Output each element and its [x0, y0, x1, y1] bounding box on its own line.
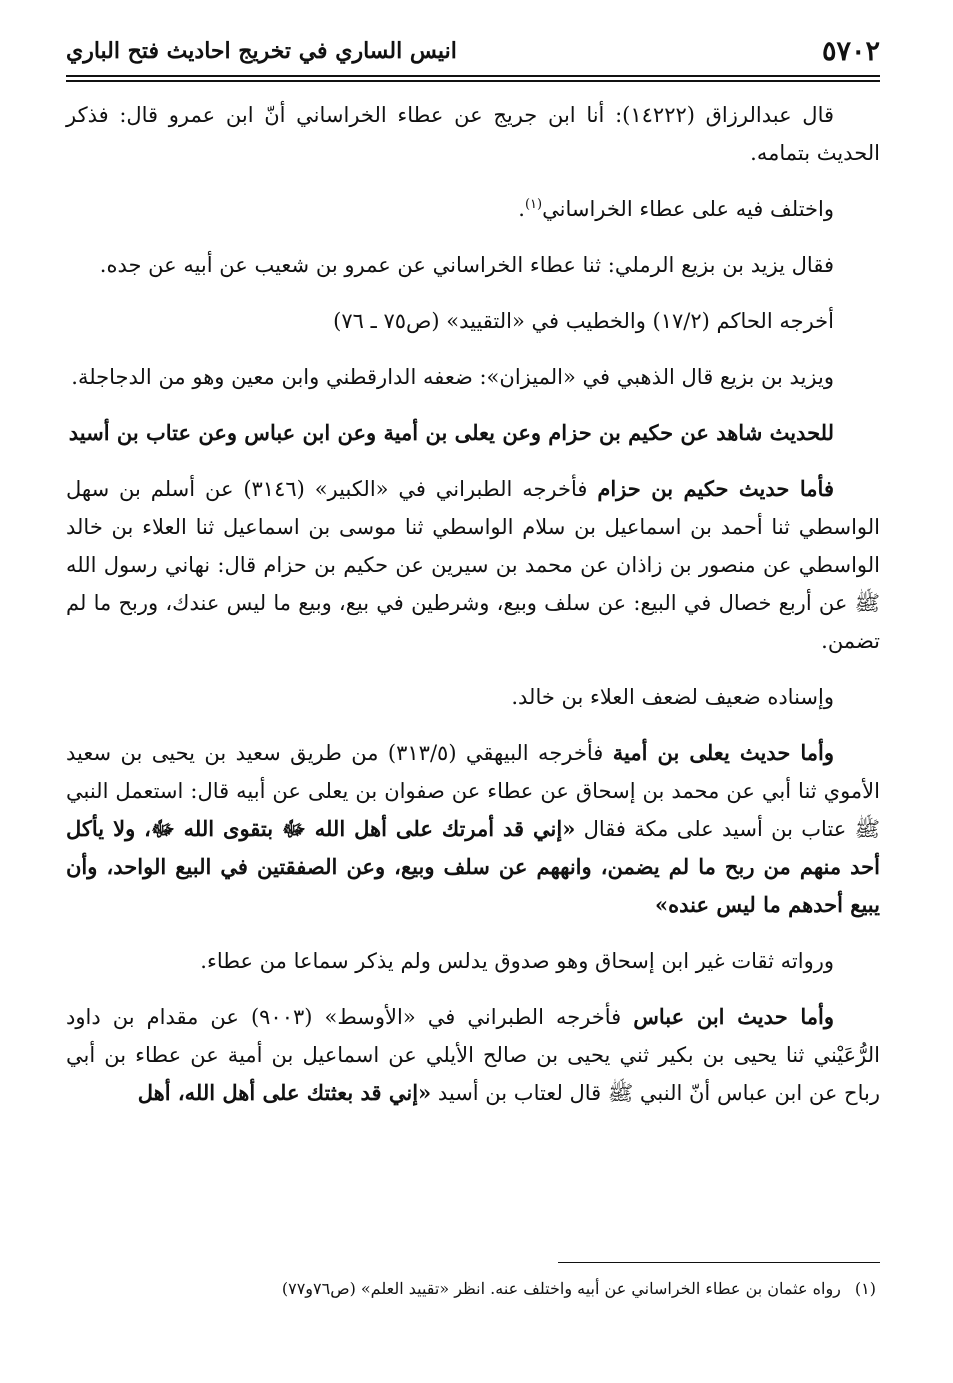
footnote-number: (١) — [854, 1279, 876, 1298]
main-text — [66, 96, 880, 1130]
paragraph-ikhtilaf — [66, 190, 880, 228]
yala-lead: وأما حديث يعلى بن أمية — [612, 740, 834, 765]
paragraph-abdulrazzaq: قال عبدالرزاق (١٤٢٢٢): أنا ابن جريج عن عطاء الخراساني أنّ ابن عمرو قال: فذكر الحديث بتمامه. — [66, 103, 880, 165]
hakim-rest: فأخرجه الطبراني في «الكبير» (٣١٤٦) عن أسلم بن سهل الواسطي ثنا أحمد بن اسماعيل بن سلام الواسطي ثنا موسى بن اسماعيل ثنا العلاء بن خالد الواسطي عن منصور بن زاذان عن محمد بن سيرين عن حكيم بن حزام قال: نهاني رسول الله ﷺ عن أربع خصال في البيع: عن سلف وبيع، وشرطين في بيع، وبيع ما ليس عندك، وربح ما لم تضمن. — [66, 477, 880, 653]
footnote-ref[interactable]: (١) — [524, 197, 543, 212]
paragraph-hakim-takhrij: أخرجه الحاكم (١٧/٢) والخطيب في «التقييد» (ص٧٥ ـ ٧٦) — [333, 309, 834, 333]
ibn-abbas-rest: فأخرجه الطبراني في «الأوسط» (٩٠٠٣) عن مقدام بن داود الرُّعَيْني ثنا يحيى بن بكير ثني يحيى بن صالح الأيلي عن اسماعيل بن أمية عن عطاء بن أبي رباح عن ابن عباس أنّ النبي ﷺ قال لعتاب بن أسيد — [66, 1005, 880, 1105]
yala-rest: فأخرجه البيهقي (٣١٣/٥) من طريق سعيد بن يحيى بن سعيد الأموي ثنا أبي عن محمد بن إسحاق عن عطاء عن صفوان بن يعلى عن أبيه قال: استعمل النبي ﷺ عتاب بن أسيد على مكة فقال — [66, 741, 880, 841]
ikhtilaf-tail: . — [518, 197, 525, 221]
header-rule-inner — [66, 80, 880, 82]
footnote-separator — [558, 1262, 880, 1263]
footnote — [66, 1276, 876, 1302]
paragraph-hakim-hadith — [66, 470, 880, 660]
paragraph-yazid: فقال يزيد بن بزيع الرملي: ثنا عطاء الخراساني عن عمرو بن شعيب عن أبيه عن جده. — [99, 253, 834, 277]
running-header — [66, 30, 880, 70]
paragraph-isnad-daif: وإسناده ضعيف لضعف العلاء بن خالد. — [511, 685, 834, 709]
running-title: انيس الساري في تخريج احاديث فتح الباري — [66, 38, 457, 64]
footnote-text: رواه عثمان بن عطاء الخراساني عن أبيه واختلف عنه. انظر «تقييد العلم» (ص٧٦و٧٧) — [281, 1279, 841, 1298]
paragraph-dhahabi: ويزيد بن بزيع قال الذهبي في «الميزان»: ضعفه الدارقطني وابن معين وهو من الدجاجلة. — [71, 365, 834, 389]
paragraph-shawahid: للحديث شاهد عن حكيم بن حزام وعن يعلى بن أمية وعن ابن عباس وعن عتاب بن أسيد — [68, 420, 834, 445]
paragraph-ibn-abbas-hadith — [66, 998, 880, 1112]
ibn-abbas-quote: «إني قد بعثتك على أهل الله، أهل — [137, 1080, 432, 1105]
ibn-abbas-lead: وأما حديث ابن عباس — [633, 1004, 834, 1029]
paragraph-yala-hadith — [66, 734, 880, 924]
page-number: ٥٧٠٢ — [821, 36, 880, 67]
yala-quote: «إني قد أمرتك على أهل الله ﷻ بتقوى الله ﷻ، ولا يأكل أحد منهم من ربح ما لم يضمن، وانههم عن سلف وبيع، وعن الصفقتين في البيع الواحد، وأن يبيع أحدهم ما ليس عنده» — [66, 816, 880, 917]
header-rule — [66, 75, 880, 77]
ikhtilaf-text: واختلف فيه على عطاء الخراساني — [542, 197, 834, 221]
hakim-lead: فأما حديث حكيم بن حزام — [597, 476, 834, 501]
paragraph-ruwat: ورواته ثقات غير ابن إسحاق وهو صدوق يدلس ولم يذكر سماعا من عطاء. — [200, 949, 834, 973]
